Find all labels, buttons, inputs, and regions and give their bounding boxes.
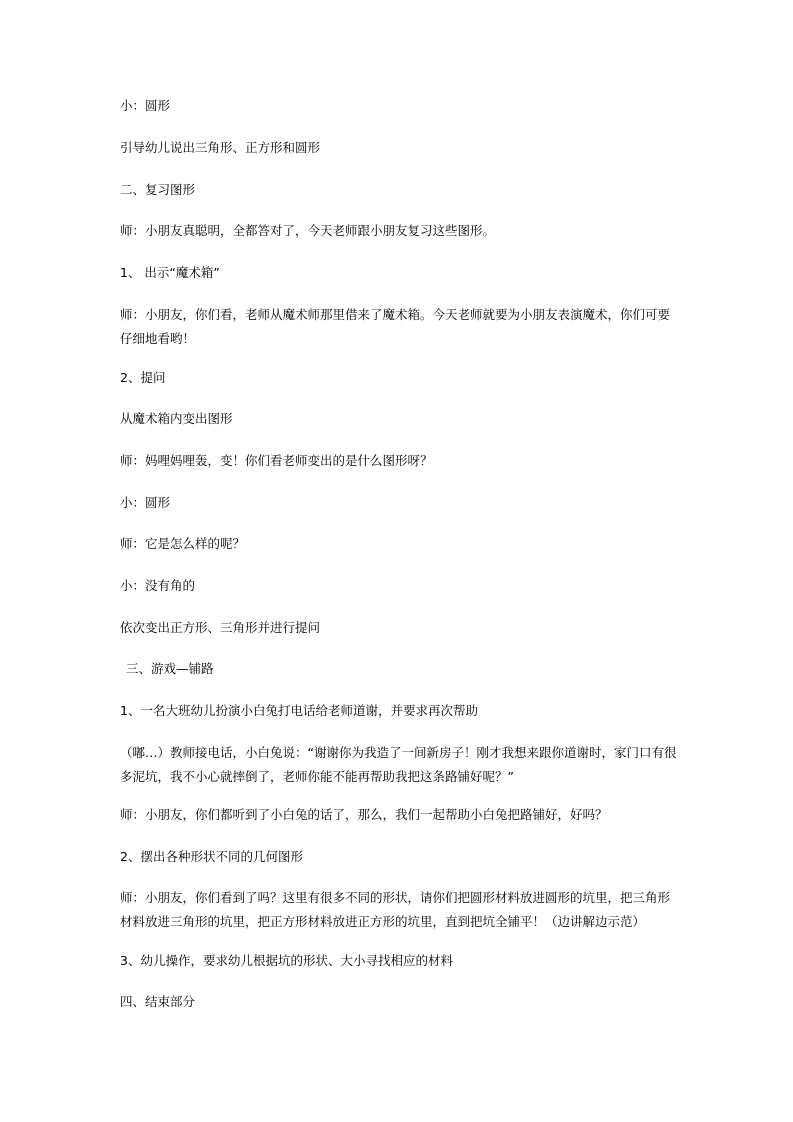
- section-heading: 四、结束部分: [120, 994, 196, 1009]
- list-item: 1、一名大班幼儿扮演小白兔打电话给老师道谢，并要求再次帮助: [120, 703, 478, 718]
- list-item: 1、 出示“魔术箱”: [120, 265, 220, 280]
- paragraph: 师：小朋友真聪明，全都答对了，今天老师跟小朋友复习这些图形。: [120, 223, 496, 238]
- paragraph: 小：没有角的: [120, 578, 196, 593]
- paragraph: 师：小朋友，你们都听到了小白兔的话了，那么，我们一起帮助小白兔把路铺好，好吗？: [120, 807, 608, 822]
- paragraph: 师：小朋友，你们看到了吗？这里有很多不同的形状，请你们把圆形材料放进圆形的坑里，把三角形材料放进三角形的坑里，把正方形材料放进正方形的坑里，直到把坑全铺平！（边讲解边示范）: [120, 890, 671, 929]
- list-item: 2、摆出各种形状不同的几何图形: [120, 849, 303, 864]
- paragraph: 小：圆形: [120, 495, 171, 510]
- section-heading: 三、游戏—铺路: [126, 661, 214, 676]
- paragraph: 小：圆形: [120, 98, 171, 113]
- paragraph: 从魔术箱内变出图形: [120, 411, 233, 426]
- list-item: 3、幼儿操作，要求幼儿根据坑的形状、大小寻找相应的材料: [120, 953, 453, 968]
- list-item: 2、提问: [120, 370, 166, 385]
- paragraph: 师：它是怎么样的呢？: [120, 536, 246, 551]
- paragraph: 引导幼儿说出三角形、正方形和圆形: [120, 140, 321, 155]
- paragraph: （嘟…）教师接电话，小白兔说：“谢谢你为我造了一间新房子！刚才我想来跟你道谢时，家门口有很多泥坑，我不小心就摔倒了，老师你能不能再帮助我把这条路铺好呢？”: [120, 745, 677, 784]
- section-heading: 二、复习图形: [120, 182, 196, 197]
- paragraph: 师：妈哩妈哩轰，变！你们看老师变出的是什么图形呀？: [120, 453, 433, 468]
- paragraph: 依次变出正方形、三角形并进行提问: [120, 620, 321, 635]
- paragraph: 师：小朋友，你们看，老师从魔术师那里借来了魔术箱。今天老师就要为小朋友表演魔术，你们可要仔细地看哟！: [120, 307, 671, 346]
